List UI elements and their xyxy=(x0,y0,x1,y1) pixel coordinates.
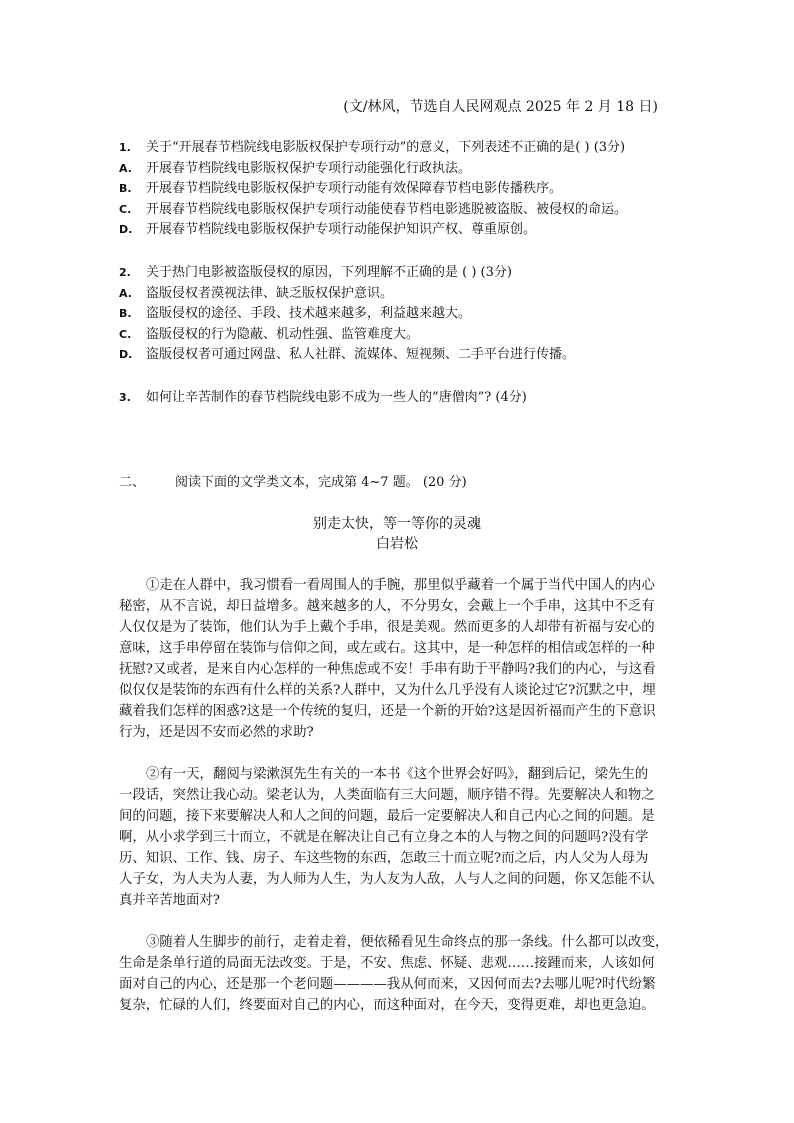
option-row xyxy=(119,325,679,346)
article-paragraph-1 xyxy=(119,575,689,743)
paragraph-line: 藏着我们怎样的困惑?这是一个传统的复归，还是一个新的开始?这是因祈福而产生的下意识 xyxy=(119,704,656,719)
option-text: 盗版侵权的途径、手段、技术越来越多，利益越来越大。 xyxy=(146,306,472,321)
article-author: 白岩松 xyxy=(376,536,418,552)
paragraph-line: 行为，还是因不安而必然的求助? xyxy=(119,725,314,740)
question-1 xyxy=(119,138,679,241)
question-stem: 关于热门电影被盗版侵权的原因，下列理解不正确的是 ( ) (3分) xyxy=(146,265,512,280)
option-row xyxy=(119,200,679,221)
option-letter: B. xyxy=(119,307,132,320)
article-title: 别走太快，等一等你的灵魂 xyxy=(313,516,481,532)
option-letter: C. xyxy=(119,327,132,341)
option-letter: A. xyxy=(119,286,132,300)
option-text: 开展春节档院线电影版权保护专项行动能强化行政执法。 xyxy=(146,160,472,176)
article-paragraph-3 xyxy=(119,932,689,1016)
question-number: 1. xyxy=(119,141,131,154)
paragraph-line: 似仅仅是装饰的东西有什么样的关系?人群中，又为什么几乎没有人谈论过它?沉默之中，埋 xyxy=(119,683,656,698)
paragraph-line: 一段话，突然让我心动。梁老认为，人类面临有三大问题，顺序错不得。先要解决人和物之 xyxy=(119,788,655,803)
option-row xyxy=(119,284,679,305)
paragraph-line: 生命是条单行道的局面无法改变。于是，不安、焦虑、怀疑、悲观……接踵而来，人该如何 xyxy=(119,956,655,971)
paragraph-line: 历、知识、工作、钱、房子、车这些物的东西，怎敢三十而立呢?而之后，内人父为人母为 xyxy=(119,851,649,866)
paragraph-line: 秘密，从不言说，却日益增多。越来越多的人，不分男女，会戴上一个手串，这其中不乏有 xyxy=(119,599,655,614)
option-text: 开展春节档院线电影版权保护专项行动能使春节档电影逃脱被盗版、被侵权的命运。 xyxy=(146,201,628,217)
source-citation: (文/林风，节选自人民网观点 2025 年 2 月 18 日) xyxy=(343,99,658,115)
question-stem: 关于“开展春节档院线电影版权保护专项行动”的意义，下列表述不正确的是( ) (3分) xyxy=(146,140,626,155)
question-number: 3. xyxy=(119,391,131,404)
section-number: 二、 xyxy=(119,475,146,490)
question-2 xyxy=(119,263,679,366)
option-row xyxy=(119,345,679,366)
paragraph-line: 人仅仅是为了装饰，他们认为手上戴个手串，很是美观。然而更多的人却带有祈福与安心的 xyxy=(119,620,655,635)
paragraph-line: 间的问题，接下来要解决人和人之间的问题，最后一定要解决人和自己内心之间的问题。是 xyxy=(119,809,655,824)
question-stem-row xyxy=(119,263,679,284)
question-stem-row xyxy=(119,388,679,409)
option-row xyxy=(119,220,679,241)
option-letter: A. xyxy=(119,161,132,175)
option-row xyxy=(119,304,679,325)
article-paragraph-2 xyxy=(119,764,689,911)
section-instruction: 阅读下面的文学类文本，完成第 4~7 题。 (20 分) xyxy=(175,475,467,490)
paragraph-line: 复杂，忙碌的人们，终要面对自己的内心，而这种面对，在今天，变得更难，却也更急迫。 xyxy=(119,998,655,1013)
question-number: 2. xyxy=(119,266,131,279)
option-letter: D. xyxy=(119,348,133,361)
paragraph-line: 真并辛苦地面对? xyxy=(119,893,220,908)
option-text: 盗版侵权的行为隐蔽、机动性强、监管难度大。 xyxy=(146,326,420,342)
paragraph-line: 啊，从小求学到三十而立，不就是在解决让自己有立身之本的人与物之间的问题吗?没有学 xyxy=(119,830,649,845)
paragraph-line: 抚慰?又或者，是来自内心怎样的一种焦虑或不安！手串有助于平静吗?我们的内心，与这看 xyxy=(119,662,656,677)
option-letter: C. xyxy=(119,202,132,216)
option-row xyxy=(119,179,679,200)
option-letter: D. xyxy=(119,223,133,236)
option-text: 盗版侵权者可通过网盘、私人社群、流媒体、短视频、二手平台进行传播。 xyxy=(146,347,576,362)
paragraph-line: 意味，这手串停留在装饰与信仰之间，或左或右。这其中，是一种怎样的相信或怎样的一种 xyxy=(119,641,655,656)
question-3 xyxy=(119,388,679,409)
paragraph-line: ③随着人生脚步的前行，走着走着，便依稀看见生命终点的那一条线。什么都可以改变， xyxy=(146,935,669,950)
question-stem-row xyxy=(119,138,679,159)
option-text: 盗版侵权者漠视法律、缺乏版权保护意识。 xyxy=(146,285,394,301)
option-text: 开展春节档院线电影版权保护专项行动能有效保障春节档电影传播秩序。 xyxy=(146,181,563,196)
option-letter: B. xyxy=(119,182,132,195)
paragraph-line: ①走在人群中，我习惯看一看周围人的手腕，那里似乎藏着一个属于当代中国人的内心 xyxy=(146,578,655,593)
question-stem: 如何让辛苦制作的春节档院线电影不成为一些人的“唐僧肉”? (4分) xyxy=(146,390,527,405)
paragraph-line: 面对自己的内心，还是那一个老问题————我从何而来，又因何而去?去哪儿呢?时代纷繁 xyxy=(119,977,656,992)
option-text: 开展春节档院线电影版权保护专项行动能保护知识产权、尊重原创。 xyxy=(146,222,537,237)
paragraph-line: ②有一天，翻阅与梁漱溟先生有关的一本书《这个世界会好吗》，翻到后记，梁先生的 xyxy=(146,767,649,782)
paragraph-line: 人子女，为人夫为人妻，为人师为人生，为人友为人敌，人与人之间的问题，你又怎能不认 xyxy=(119,872,655,887)
option-row xyxy=(119,159,679,180)
